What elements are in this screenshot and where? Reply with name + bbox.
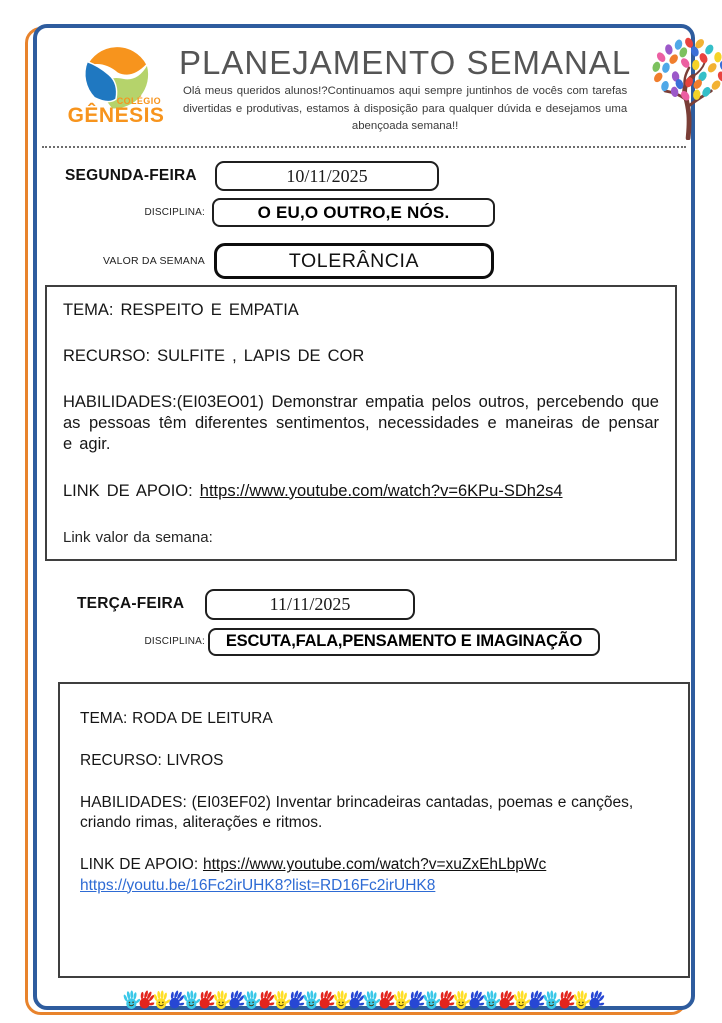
monday-recurso: RECURSO: SULFITE , LAPIS DE COR <box>63 347 365 366</box>
header <box>37 38 691 140</box>
fingerprint-tree-icon <box>641 36 722 140</box>
monday-link-label: LINK DE APOIO: <box>63 481 200 500</box>
tuesday-discipline-label: DISCIPLINA: <box>144 636 205 648</box>
tuesday-day-label: TERÇA-FEIRA <box>77 595 185 613</box>
page-title: PLANEJAMENTO SEMANAL <box>179 44 632 81</box>
dotted-separator <box>42 146 686 148</box>
monday-date-field[interactable]: 10/11/2025 <box>215 161 439 191</box>
tuesday-link-line <box>80 855 668 875</box>
tuesday-link-label: LINK DE APOIO: <box>80 856 203 874</box>
tuesday-support-link-1[interactable]: https://www.youtube.com/watch?v=xuZxEhLbpWc <box>202 856 547 874</box>
fingerprint-tree-image <box>641 38 722 140</box>
tuesday-support-link-2[interactable]: https://youtu.be/16Fc2irUHK8?list=RD16Fc2irUHK8 <box>80 876 436 894</box>
tuesday-date-field[interactable]: 11/11/2025 <box>205 589 415 620</box>
tuesday-day-row <box>37 589 691 620</box>
logo-text-colegio: COLÉGIO <box>116 96 161 106</box>
title-block <box>169 38 641 136</box>
monday-day-label: SEGUNDA-FEIRA <box>65 167 197 184</box>
tuesday-tema: TEMA: RODA DE LEITURA <box>80 709 273 727</box>
school-logo <box>63 38 169 126</box>
logo-text-genesis: GÊNESIS <box>67 104 165 127</box>
monday-tema: TEMA: RESPEITO E EMPATIA <box>63 301 299 319</box>
monday-discipline-field[interactable]: O EU,O OUTRO,E NÓS. <box>212 198 495 227</box>
tuesday-discipline-row <box>37 628 691 656</box>
tuesday-discipline-field[interactable]: ESCUTA,FALA,PENSAMENTO E IMAGINAÇÃO <box>208 628 600 656</box>
monday-discipline-label: DISCIPLINA: <box>144 207 205 218</box>
handprints-border <box>37 987 691 1011</box>
monday-habilidades: HABILIDADES:(EI03EO01) Demonstrar empatia pelos outros, percebendo que as pessoas têm diferentes sentimentos, necessidades e maneiras de pensar e agir. <box>63 393 659 454</box>
monday-link-valor-label: Link valor da semana: <box>63 528 213 546</box>
tuesday-content-box <box>58 682 690 978</box>
week-value-label: VALOR DA SEMANA <box>102 255 205 267</box>
tuesday-link-line-2 <box>80 876 668 896</box>
tuesday-habilidades: HABILIDADES: (EI03EF02) Inventar brincadeiras cantadas, poemas e canções, criando rimas, aliterações e ritmos. <box>80 794 634 832</box>
planning-sheet <box>33 24 695 1010</box>
week-value-field[interactable]: TOLERÂNCIA <box>214 243 494 279</box>
week-value-row <box>37 243 691 279</box>
monday-content-box <box>45 285 677 561</box>
monday-support-link[interactable]: https://www.youtube.com/watch?v=6KPu-SDh2s4 <box>199 481 563 500</box>
header-subtitle: Olá meus queridos alunos!?Continuamos aqui sempre juntinhos de vocês com tarefas divertidas e produtivas, estamos à disposição para qualquer dúvida e desejamos uma abençoada semana!! <box>183 85 628 133</box>
monday-day-row <box>37 161 691 191</box>
monday-link-line <box>63 481 659 502</box>
monday-discipline-row <box>37 198 691 227</box>
tuesday-recurso: RECURSO: LIVROS <box>80 751 224 769</box>
